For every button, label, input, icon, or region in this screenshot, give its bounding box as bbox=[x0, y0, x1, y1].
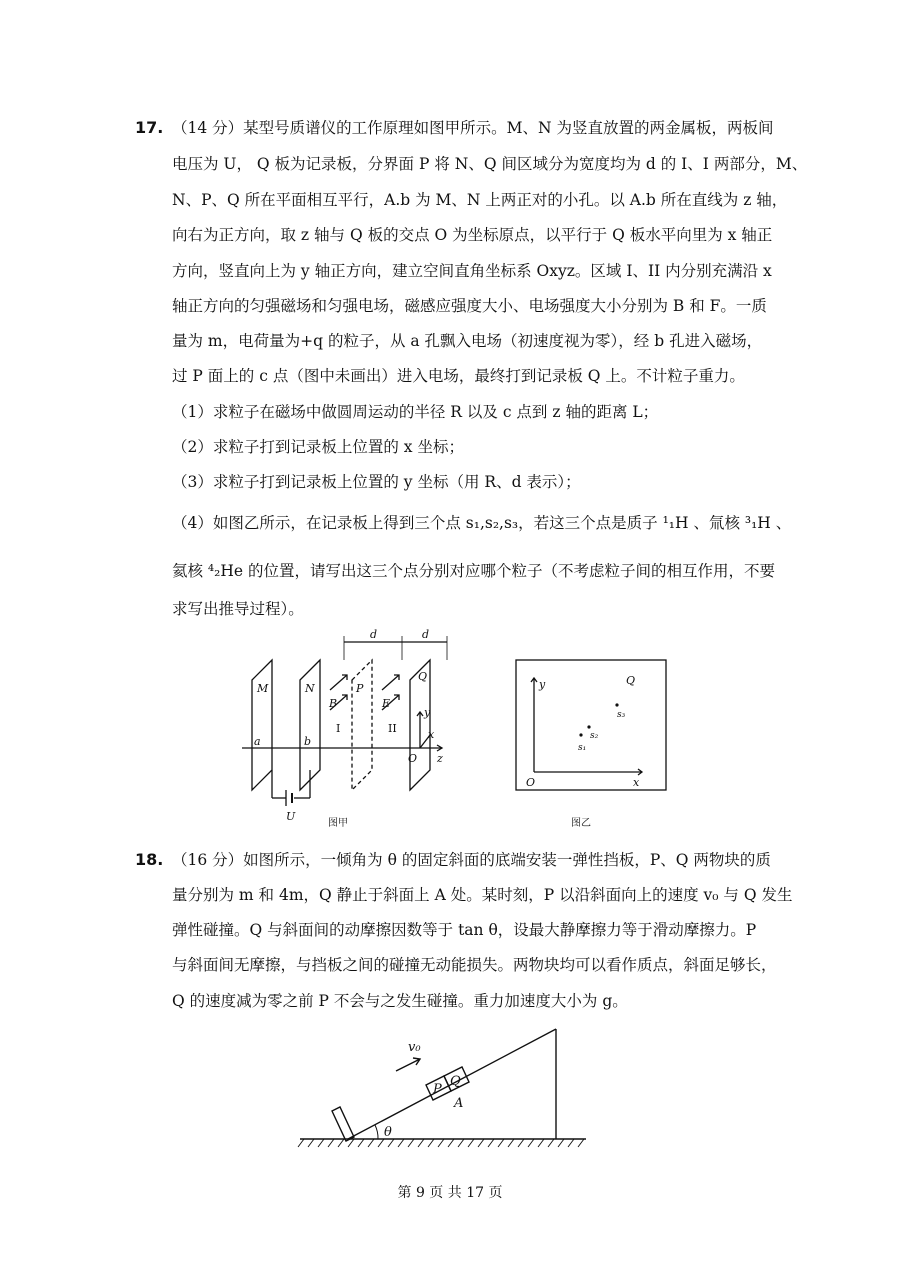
fig-jia-M-label: M bbox=[257, 682, 269, 695]
fig-yi-O-label: O bbox=[526, 776, 536, 789]
q18-line-3: 弹性碰撞。Q 与斜面间的动摩擦因数等于 tan θ，设最大静摩擦力等于滑动摩擦力。P bbox=[172, 921, 757, 939]
fig-jia-caption: 图甲 bbox=[328, 818, 348, 829]
fig-jia-O-label: O bbox=[408, 752, 418, 765]
fig-jia-b-label: b bbox=[304, 735, 312, 748]
question-18-number: 18. bbox=[135, 850, 164, 869]
q17-line-8: 过 P 面上的 c 点（图中未画出）进入电场，最终打到记录板 Q 上。不计粒子重力。 bbox=[172, 367, 745, 385]
fig-jia-N-label: N bbox=[305, 682, 315, 695]
incline-P-label: P bbox=[433, 1082, 442, 1097]
q17-line-2: 电压为 U， Q 板为记录板，分界面 P 将 N、Q 间区域分为宽度均为 d 的 I、I 两部分，M、 bbox=[172, 155, 808, 173]
fig-jia-d1-label: d bbox=[370, 628, 378, 641]
fig-jia-region-II-label: II bbox=[388, 722, 397, 735]
page-footer: 第 9 页 共 17 页 bbox=[397, 1185, 503, 1201]
incline-theta-label: θ bbox=[384, 1125, 392, 1140]
q17-line-1: （14 分）某型号质谱仪的工作原理如图甲所示。M、N 为竖直放置的两金属板，两板间 bbox=[172, 119, 774, 137]
fig-yi-s2-label: s₂ bbox=[590, 731, 599, 741]
fig-yi-Q-label: Q bbox=[626, 674, 636, 687]
question-17-number: 17. bbox=[135, 118, 164, 137]
fig-jia-x-label: x bbox=[428, 728, 435, 741]
incline-v0-label: v₀ bbox=[408, 1040, 421, 1055]
q17-line-7: 量为 m，电荷量为+q 的粒子，从 a 孔飘入电场（初速度视为零），经 b 孔进入磁场， bbox=[172, 332, 763, 350]
q17-line-3: N、P、Q 所在平面相互平行，A.b 为 M、N 上两正对的小孔。以 A.b 所在直线为 z 轴， bbox=[172, 191, 788, 209]
fig-jia-d2-label: d bbox=[422, 628, 430, 641]
q17-subquestion-2: （2）求粒子打到记录板上位置的 x 坐标； bbox=[172, 438, 464, 456]
fig-jia-E-label: E bbox=[382, 697, 391, 710]
figure-yi bbox=[516, 660, 676, 850]
figure-jia bbox=[232, 630, 472, 830]
fig-jia-B-label: B bbox=[329, 697, 338, 710]
fig-jia-U-label: U bbox=[286, 810, 296, 823]
incline-A-label: A bbox=[454, 1096, 464, 1111]
fig-yi-caption: 图乙 bbox=[571, 818, 591, 829]
fig-jia-y-label: y bbox=[424, 706, 431, 719]
q17-line-4: 向右为正方向，取 z 轴与 Q 板的交点 O 为坐标原点，以平行于 Q 板水平向里为 x 轴正 bbox=[172, 226, 773, 244]
q18-line-1: （16 分）如图所示，一倾角为 θ 的固定斜面的底端安装一弹性挡板，P、Q 两物块的质 bbox=[172, 851, 771, 869]
q17-subquestion-3: （3）求粒子打到记录板上位置的 y 坐标（用 R、d 表示）； bbox=[172, 473, 581, 491]
fig-yi-y-label: y bbox=[539, 678, 546, 691]
q17-line-5: 方向，竖直向上为 y 轴正方向，建立空间直角坐标系 Oxyz。区域 I、II 内分别充满沿 x bbox=[172, 262, 772, 280]
q18-line-4: 与斜面间无摩擦，与挡板之间的碰撞无动能损失。两物块均可以看作质点，斜面足够长， bbox=[172, 956, 777, 974]
q17-subquestion-4-end: 求写出推导过程）。 bbox=[172, 600, 304, 618]
q17-subquestion-4: （4）如图乙所示，在记录板上得到三个点 s₁,s₂,s₃，若这三个点是质子 ¹₁H 、氚核 ³₁H 、 bbox=[172, 514, 792, 532]
fig-yi-x-label: x bbox=[633, 776, 640, 789]
fig-jia-P-label: P bbox=[356, 682, 364, 695]
q18-line-5: Q 的速度减为零之前 P 不会与之发生碰撞。重力加速度大小为 g。 bbox=[172, 992, 628, 1010]
fig-jia-a-label: a bbox=[254, 735, 261, 748]
fig-jia-Q-label: Q bbox=[418, 670, 428, 683]
q17-subquestion-1: （1）求粒子在磁场中做圆周运动的半径 R 以及 c 点到 z 轴的距离 L； bbox=[172, 403, 659, 421]
fig-jia-z-label: z bbox=[437, 752, 443, 765]
incline-Q-label: Q bbox=[450, 1074, 461, 1089]
figure-incline bbox=[296, 1025, 596, 1155]
q17-line-6: 轴正方向的匀强磁场和匀强电场，磁感应强度大小、电场强度大小分别为 B 和 F。一质 bbox=[172, 297, 767, 315]
fig-yi-s1-label: s₁ bbox=[578, 743, 587, 753]
fig-jia-region-I-label: I bbox=[336, 722, 341, 735]
q18-line-2: 量分别为 m 和 4m，Q 静止于斜面上 A 处。某时刻，P 以沿斜面向上的速度 v₀ 与 Q 发生 bbox=[172, 886, 793, 904]
fig-yi-s3-label: s₃ bbox=[617, 710, 626, 720]
q17-subquestion-4-cont: 氦核 ⁴₂He 的位置，请写出这三个点分别对应哪个粒子（不考虑粒子间的相互作用，不要 bbox=[172, 562, 775, 580]
